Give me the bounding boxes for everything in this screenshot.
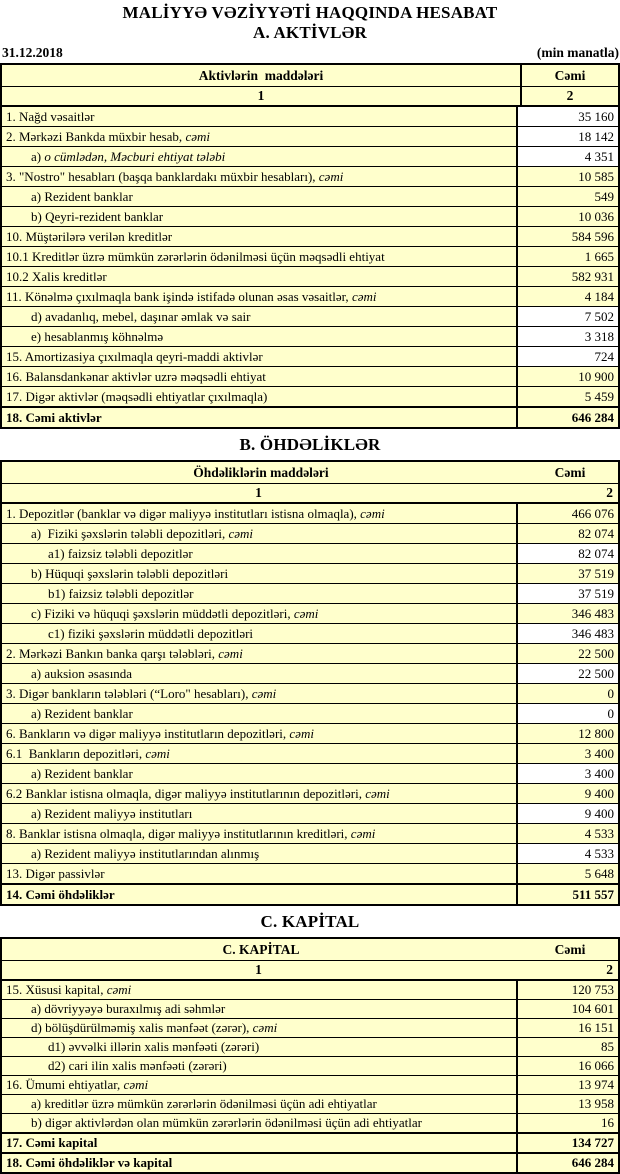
row-label-text: 2. Mərkəzi Bankın banka qarşı tələbləri, bbox=[6, 645, 219, 661]
row-label-italic-text: cəmi bbox=[351, 288, 377, 304]
table-row bbox=[2, 286, 618, 306]
row-value: 18 142 bbox=[516, 127, 618, 146]
row-label bbox=[2, 644, 516, 663]
table-row bbox=[2, 703, 618, 723]
row-label bbox=[2, 147, 516, 166]
table-row bbox=[2, 1094, 618, 1113]
row-label-text: 8. Banklar istisna olmaqla, digər maliyyə institutlarının kreditləri, bbox=[6, 825, 351, 841]
row-value: 9 400 bbox=[516, 804, 618, 823]
row-label bbox=[2, 864, 516, 883]
row-value: 5 459 bbox=[516, 387, 618, 406]
table-row bbox=[2, 105, 618, 126]
row-label bbox=[2, 227, 516, 246]
table-header-row bbox=[2, 462, 618, 483]
row-label bbox=[2, 624, 516, 643]
items-column-header bbox=[2, 462, 520, 483]
row-label-italic-text: cəmi bbox=[218, 645, 243, 661]
row-label-text: a1) faizsiz tələbli depozitlər bbox=[48, 545, 193, 561]
table-row bbox=[2, 723, 618, 743]
table-row bbox=[2, 1113, 618, 1132]
items-column-number-text: 1 bbox=[257, 88, 265, 103]
report-meta bbox=[0, 43, 620, 63]
row-value: 16 151 bbox=[516, 1019, 618, 1037]
row-value: 584 596 bbox=[516, 227, 618, 246]
row-value: 10 900 bbox=[516, 367, 618, 386]
row-label bbox=[2, 127, 516, 146]
section-a-title: A. AKTİVLƏR bbox=[253, 23, 367, 42]
row-label-text: b1) faizsiz tələbli depozitlər bbox=[48, 585, 194, 601]
table-row bbox=[2, 783, 618, 803]
row-label bbox=[2, 167, 516, 186]
row-label bbox=[2, 704, 516, 723]
row-label-text: 10. Müştərilərə verilən kreditlər bbox=[6, 228, 173, 244]
row-value: 1 665 bbox=[516, 247, 618, 266]
row-label-text: 6.1 Bankların depozitləri, bbox=[6, 745, 146, 761]
row-value: 104 601 bbox=[516, 1000, 618, 1018]
row-value: 646 284 bbox=[516, 408, 618, 427]
row-value: 22 500 bbox=[516, 664, 618, 683]
row-label-text: 15. Amortizasiya çıxılmaqla qeyri-maddi aktivlər bbox=[6, 348, 263, 364]
total-column-number-text: 2 bbox=[566, 88, 574, 103]
row-label-text: b) Hüquqi şəxslərin tələbli depozitləri bbox=[31, 565, 229, 581]
table-row bbox=[2, 823, 618, 843]
row-label-italic-text: cəmi bbox=[228, 525, 254, 541]
row-value: 4 351 bbox=[516, 147, 618, 166]
row-value: 37 519 bbox=[516, 584, 618, 603]
table-row bbox=[2, 306, 618, 326]
row-label-text: c) Fiziki və hüquqi şəxslərin müddətli depozitləri, bbox=[31, 605, 294, 621]
table-row bbox=[2, 683, 618, 703]
report-title: MALİYYƏ VƏZİYYƏTİ HAQQINDA HESABAT bbox=[122, 3, 498, 22]
total-column-header-text: Cəmi bbox=[554, 941, 586, 957]
row-label-text: 10.2 Xalis kreditlər bbox=[6, 268, 107, 284]
row-value: 82 074 bbox=[516, 524, 618, 543]
total-column-number-text: 2 bbox=[606, 485, 613, 500]
row-label-text: a) Rezident banklar bbox=[31, 705, 133, 721]
row-value: 16 066 bbox=[516, 1057, 618, 1075]
row-label bbox=[2, 1019, 516, 1037]
report-date: 31.12.2018 bbox=[2, 45, 63, 60]
row-label-italic-text: cəmi bbox=[252, 1020, 278, 1035]
column-number-row bbox=[2, 960, 618, 979]
row-label-italic-text: cəmi bbox=[293, 605, 319, 621]
row-label-italic-text: cəmi bbox=[185, 128, 210, 144]
row-label-text: 17. Digər aktivlər (məqsədli ehtiyatlar çıxılmaqla) bbox=[6, 388, 268, 404]
row-value: 13 974 bbox=[516, 1076, 618, 1094]
items-column-header-text: Öhdəliklərin maddələri bbox=[193, 464, 329, 480]
row-label bbox=[2, 1057, 516, 1075]
row-value: 346 483 bbox=[516, 624, 618, 643]
row-label-text: 17. Cəmi kapital bbox=[6, 1135, 98, 1150]
capital-table bbox=[0, 937, 620, 1174]
table-row bbox=[2, 843, 618, 863]
row-label bbox=[2, 1076, 516, 1094]
row-label-text: 13. Digər passivlər bbox=[6, 865, 105, 881]
table-header-row bbox=[2, 939, 618, 960]
table-row bbox=[2, 1132, 618, 1152]
total-column-header bbox=[520, 65, 618, 86]
row-label-text: b) digər aktivlərdən olan mümkün zərərlərin ödənilməsi üçün adi ehtiyatlar bbox=[31, 1115, 422, 1130]
row-label-text: 16. Balansdankənar aktivlər uzrə məqsədli ehtiyat bbox=[6, 368, 266, 384]
table-row bbox=[2, 643, 618, 663]
row-label bbox=[2, 207, 516, 226]
table-row bbox=[2, 999, 618, 1018]
section-b-title: B. ÖHDƏLİKLƏR bbox=[239, 435, 381, 454]
row-label-text: c1) fiziki şəxslərin müddətli depozitləri bbox=[48, 625, 254, 641]
row-label-text: 16. Ümumi ehtiyatlar, bbox=[6, 1077, 124, 1092]
row-label bbox=[2, 287, 516, 306]
table-row bbox=[2, 763, 618, 783]
table-row bbox=[2, 386, 618, 406]
table-row bbox=[2, 366, 618, 386]
total-column-number bbox=[515, 961, 618, 979]
row-label-italic-text: cəmi bbox=[251, 685, 277, 701]
row-label bbox=[2, 564, 516, 583]
table-row bbox=[2, 1018, 618, 1037]
row-label-italic-text: cəmi bbox=[365, 785, 390, 801]
row-label bbox=[2, 408, 516, 427]
table-row bbox=[2, 406, 618, 427]
row-value: 582 931 bbox=[516, 267, 618, 286]
total-column-header-text: Cəmi bbox=[554, 67, 586, 83]
row-label bbox=[2, 764, 516, 783]
total-column-number bbox=[520, 87, 618, 105]
items-column-number bbox=[2, 87, 520, 105]
items-column-number bbox=[2, 484, 515, 502]
row-label bbox=[2, 1000, 516, 1018]
table-row bbox=[2, 346, 618, 366]
row-label bbox=[2, 187, 516, 206]
row-label-italic-text: cəmi bbox=[318, 168, 344, 184]
row-label bbox=[2, 1095, 516, 1113]
row-label bbox=[2, 664, 516, 683]
row-value: 3 400 bbox=[516, 744, 618, 763]
row-label-text: 2. Mərkəzi Bankda müxbir hesab, bbox=[6, 128, 186, 144]
row-label-text: a) Rezident maliyyə institutları bbox=[31, 805, 193, 821]
table-row bbox=[2, 523, 618, 543]
table-row bbox=[2, 1056, 618, 1075]
row-label-italic-text: cəmi bbox=[360, 505, 385, 521]
row-value: 134 727 bbox=[516, 1134, 618, 1152]
row-label-italic-text: o cümlədən, Məcburi ehtiyat tələbi bbox=[44, 148, 226, 164]
row-label-text: a) Rezident maliyyə institutlarından alınmış bbox=[31, 845, 260, 861]
row-label-text: 18. Cəmi öhdəliklər və kapital bbox=[6, 1155, 173, 1170]
total-column-header bbox=[520, 939, 618, 960]
row-label bbox=[2, 844, 516, 863]
row-value: 120 753 bbox=[516, 981, 618, 999]
table-row bbox=[2, 743, 618, 763]
row-label bbox=[2, 584, 516, 603]
row-value: 5 648 bbox=[516, 864, 618, 883]
total-column-number-text: 2 bbox=[606, 962, 613, 977]
assets-table bbox=[0, 63, 620, 429]
row-label-text: 11. Könəlmə çıxılmaqla bank işində istifadə olunan əsas vəsaitlər, bbox=[6, 288, 352, 304]
row-value: 7 502 bbox=[516, 307, 618, 326]
row-label bbox=[2, 784, 516, 803]
row-value: 22 500 bbox=[516, 644, 618, 663]
row-value: 3 400 bbox=[516, 764, 618, 783]
table-row bbox=[2, 1075, 618, 1094]
row-value: 3 318 bbox=[516, 327, 618, 346]
row-label bbox=[2, 367, 516, 386]
section-c-title: C. KAPİTAL bbox=[260, 912, 360, 931]
row-value: 511 557 bbox=[516, 885, 618, 904]
table-row bbox=[2, 583, 618, 603]
row-label-italic-text: cəmi bbox=[123, 1077, 149, 1092]
row-label-text: d1) əvvəlki illərin xalis mənfəəti (zərəri) bbox=[48, 1039, 260, 1054]
row-label bbox=[2, 1114, 516, 1132]
row-value: 549 bbox=[516, 187, 618, 206]
assets-table-body bbox=[2, 105, 618, 427]
row-value: 35 160 bbox=[516, 107, 618, 126]
row-label bbox=[2, 267, 516, 286]
row-value: 37 519 bbox=[516, 564, 618, 583]
items-column-number-text: 1 bbox=[255, 485, 262, 500]
row-label-text: 6.2 Banklar istisna olmaqla, digər maliyyə institutlarının depozitləri, bbox=[6, 785, 366, 801]
table-row bbox=[2, 186, 618, 206]
row-label-italic-text: cəmi bbox=[106, 982, 132, 997]
row-label bbox=[2, 307, 516, 326]
row-label-italic-text: cəmi bbox=[350, 825, 376, 841]
table-row bbox=[2, 326, 618, 346]
row-label bbox=[2, 1154, 516, 1172]
row-value: 646 284 bbox=[516, 1154, 618, 1172]
row-label-text: 1. Nağd vəsaitlər bbox=[6, 108, 95, 124]
items-column-header bbox=[2, 65, 520, 86]
row-label-italic-text: cəmi bbox=[289, 725, 314, 741]
table-row bbox=[2, 663, 618, 683]
items-column-header-text: Aktivlərin maddələri bbox=[198, 67, 324, 83]
table-row bbox=[2, 226, 618, 246]
liabilities-table-body bbox=[2, 502, 618, 904]
row-label-text: 14. Cəmi öhdəliklər bbox=[6, 886, 115, 902]
row-label-text: 10.1 Kreditlər üzrə mümkün zərərlərin ödənilməsi üçün məqsədli ehtiyat bbox=[6, 248, 385, 264]
total-column-header-text: Cəmi bbox=[554, 464, 586, 480]
row-value: 9 400 bbox=[516, 784, 618, 803]
row-label bbox=[2, 724, 516, 743]
row-label-text: a) kreditlər üzrə mümkün zərərlərin ödənilməsi üçün adi ehtiyatlar bbox=[31, 1096, 377, 1111]
row-label-text: d) bölüşdürülməmiş xalis mənfəət (zərər), bbox=[31, 1020, 253, 1035]
table-row bbox=[2, 126, 618, 146]
row-value: 10 036 bbox=[516, 207, 618, 226]
row-label-text: 3. "Nostro" hesabları (başqa banklardakı müxbir hesabları), bbox=[6, 168, 319, 184]
unit-note: (min manatla) bbox=[536, 45, 619, 60]
row-label bbox=[2, 744, 516, 763]
table-row bbox=[2, 246, 618, 266]
row-value: 0 bbox=[516, 684, 618, 703]
row-value: 0 bbox=[516, 704, 618, 723]
row-label bbox=[2, 604, 516, 623]
total-column-number bbox=[515, 484, 618, 502]
row-value: 466 076 bbox=[516, 504, 618, 523]
table-row bbox=[2, 623, 618, 643]
row-value: 85 bbox=[516, 1038, 618, 1056]
row-label bbox=[2, 387, 516, 406]
row-value: 4 533 bbox=[516, 844, 618, 863]
table-row bbox=[2, 883, 618, 904]
table-row bbox=[2, 1037, 618, 1056]
row-label bbox=[2, 1038, 516, 1056]
table-row bbox=[2, 266, 618, 286]
column-number-row bbox=[2, 86, 618, 105]
items-column-number bbox=[2, 961, 515, 979]
table-row bbox=[2, 166, 618, 186]
row-value: 12 800 bbox=[516, 724, 618, 743]
row-label-text: 18. Cəmi aktivlər bbox=[6, 409, 102, 425]
row-label bbox=[2, 981, 516, 999]
row-label-text: a) Rezident banklar bbox=[31, 765, 133, 781]
row-value: 10 585 bbox=[516, 167, 618, 186]
table-row bbox=[2, 863, 618, 883]
table-row bbox=[2, 502, 618, 523]
items-column-header-text: C. KAPİTAL bbox=[222, 941, 300, 957]
row-value: 16 bbox=[516, 1114, 618, 1132]
row-value: 4 533 bbox=[516, 824, 618, 843]
total-column-header bbox=[520, 462, 618, 483]
row-value: 4 184 bbox=[516, 287, 618, 306]
row-label bbox=[2, 824, 516, 843]
row-label-text: a) dövriyyəyə buraxılmış adi səhmlər bbox=[31, 1001, 226, 1016]
row-label-text: 3. Digər bankların tələbləri (“Loro" hesabları), bbox=[6, 685, 252, 701]
row-label bbox=[2, 107, 516, 126]
row-label-text: d) avadanlıq, mebel, daşınar əmlak və sair bbox=[31, 308, 251, 324]
table-row bbox=[2, 206, 618, 226]
table-row bbox=[2, 563, 618, 583]
row-label-text: 15. Xüsusi kapital, bbox=[6, 982, 107, 997]
row-label-text: a) Rezident banklar bbox=[31, 188, 133, 204]
row-value: 82 074 bbox=[516, 544, 618, 563]
row-label-italic-text: cəmi bbox=[145, 745, 170, 761]
row-label bbox=[2, 544, 516, 563]
table-row bbox=[2, 1152, 618, 1172]
row-label-text: b) Qeyri-rezident banklar bbox=[31, 208, 164, 224]
table-row bbox=[2, 543, 618, 563]
row-value: 13 958 bbox=[516, 1095, 618, 1113]
liabilities-table bbox=[0, 460, 620, 906]
column-number-row bbox=[2, 483, 618, 502]
row-label bbox=[2, 524, 516, 543]
table-row bbox=[2, 979, 618, 999]
row-value: 346 483 bbox=[516, 604, 618, 623]
items-column-number-text: 1 bbox=[255, 962, 262, 977]
row-label-text: a) Fiziki şəxslərin tələbli depozitləri, bbox=[31, 525, 229, 541]
row-label bbox=[2, 804, 516, 823]
row-label bbox=[2, 347, 516, 366]
row-label-text: 1. Depozitlər (banklar və digər maliyyə institutları istisna olmaqla), bbox=[6, 505, 361, 521]
row-label bbox=[2, 1134, 516, 1152]
row-label-text: 6. Bankların və digər maliyyə institutların depozitləri, bbox=[6, 725, 290, 741]
row-label bbox=[2, 327, 516, 346]
row-label-text: d2) cari ilin xalis mənfəəti (zərəri) bbox=[48, 1058, 227, 1073]
items-column-header bbox=[2, 939, 520, 960]
row-label bbox=[2, 885, 516, 904]
row-label bbox=[2, 504, 516, 523]
row-label bbox=[2, 247, 516, 266]
row-label bbox=[2, 684, 516, 703]
capital-table-body bbox=[2, 979, 618, 1172]
table-row bbox=[2, 146, 618, 166]
row-label-text: a) auksion əsasında bbox=[31, 665, 133, 681]
table-header-row bbox=[2, 65, 618, 86]
table-row bbox=[2, 803, 618, 823]
table-row bbox=[2, 603, 618, 623]
row-label-text: a) bbox=[31, 148, 45, 164]
row-label-text: e) hesablanmış köhnəlmə bbox=[31, 328, 164, 344]
row-value: 724 bbox=[516, 347, 618, 366]
